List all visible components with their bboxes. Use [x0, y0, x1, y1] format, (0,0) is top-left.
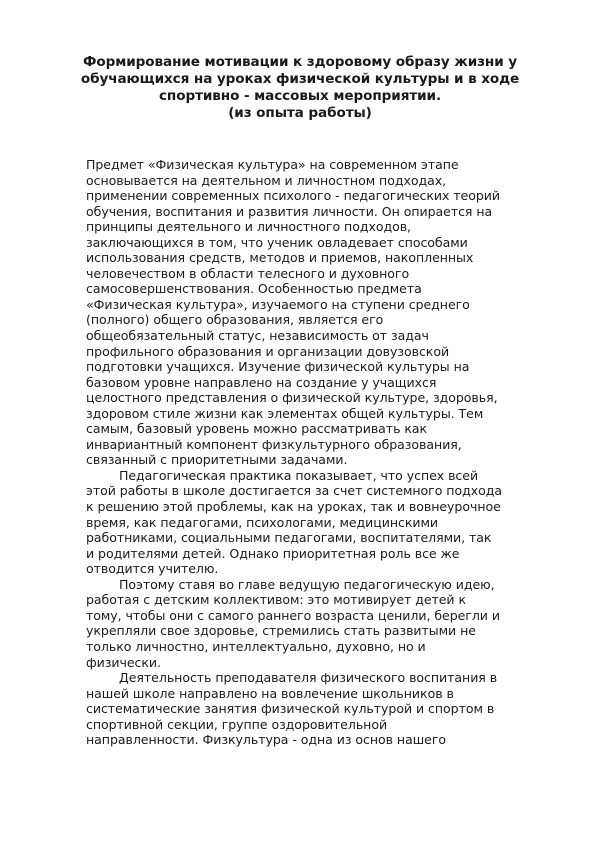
- body-text-line: спортивной секции, группе оздоровительной: [86, 716, 388, 732]
- body-text-line: базовом уровне направлено на создание у учащихся: [86, 374, 437, 390]
- body-text-line: человечеством в области телесного и духовного: [86, 265, 410, 281]
- body-text-line: (полного) общего образования, является его: [86, 312, 384, 328]
- body-text-line: систематические занятия физической культурой и спортом в: [86, 701, 495, 717]
- title-line-4: (из опыта работы): [228, 105, 372, 121]
- body-text-line: общеобязательный статус, независимость от задач: [86, 328, 429, 344]
- body-text-line: заключающихся в том, что ученик овладевает способами: [86, 234, 468, 250]
- body-text-line: использования средств, методов и приемов, накопленных: [86, 250, 474, 266]
- document-body: [86, 157, 556, 748]
- body-text-line: тому, чтобы они с самого раннего возраста ценили, берегли и: [86, 607, 500, 623]
- body-text-line: обучения, воспитания и развития личности. Он опирается на: [86, 203, 493, 219]
- body-text-line: самым, базовый уровень можно рассматривать как: [86, 421, 428, 437]
- body-text-line: применении современных психолого - педагогических теорий: [86, 188, 500, 204]
- title-line-1: Формирование мотивации к здоровому образу жизни у: [82, 54, 518, 70]
- body-text-line: Предмет «Физическая культура» на современном этапе: [86, 157, 459, 172]
- body-text-line: направленности. Физкультура - одна из основ нашего: [86, 732, 446, 748]
- body-text-line: нашей школе направлено на вовлечение школьников в: [86, 685, 454, 701]
- body-text-line: подготовки учащихся. Изучение физической культуры на: [86, 359, 470, 375]
- body-text-line: профильного образования и организации довузовской: [86, 343, 450, 359]
- body-text-line: связанный с приоритетными задачами.: [86, 452, 348, 468]
- body-text-line: только личностно, интеллектуально, духовно, но и: [86, 638, 426, 654]
- body-text-line: физически.: [86, 654, 161, 670]
- body-text-line: время, как педагогами, психологами, медицинскими: [86, 514, 439, 530]
- body-text-line: принципы деятельного и личностного подходов,: [86, 219, 411, 235]
- body-text-line: Поэтому ставя во главе ведущую педагогическую идею,: [119, 576, 495, 592]
- document-title: [40, 54, 560, 122]
- body-text-line: работниками, социальными педагогами, воспитателями, так: [86, 530, 492, 546]
- title-line-3: спортивно - массовых мероприятии.: [158, 88, 442, 104]
- body-text-line: укрепляли свое здоровье, стремились стать развитыми не: [86, 623, 476, 639]
- body-text-line: отводится учителю.: [86, 561, 219, 577]
- title-line-2: обучающихся на уроках физической культуры и в ходе: [80, 71, 520, 87]
- body-text-line: этой работы в школе достигается за счет системного подхода: [86, 483, 502, 499]
- body-text-line: самосовершенствования. Особенностью предмета: [86, 281, 422, 297]
- body-text-line: к решению этой проблемы, как на уроках, так и вовнеурочное: [86, 499, 501, 515]
- body-text-line: Деятельность преподавателя физического воспитания в: [119, 670, 498, 686]
- body-text-line: здоровом стиле жизни как элементах общей культуры. Тем: [86, 405, 484, 421]
- body-text-line: «Физическая культура», изучаемого на ступени среднего: [86, 296, 470, 312]
- body-text-line: основывается на деятельном и личностном подходах,: [86, 172, 447, 188]
- body-text-line: инвариантный компонент физкультурного образования,: [86, 436, 462, 452]
- body-text-line: целостного представления о физической культуре, здоровья,: [86, 390, 498, 406]
- body-text-line: Педагогическая практика показывает, что успех всей: [119, 467, 479, 483]
- body-text-line: и родителями детей. Однако приоритетная роль все же: [86, 545, 460, 561]
- body-text-line: работая с детским коллективом: это мотивирует детей к: [86, 592, 466, 608]
